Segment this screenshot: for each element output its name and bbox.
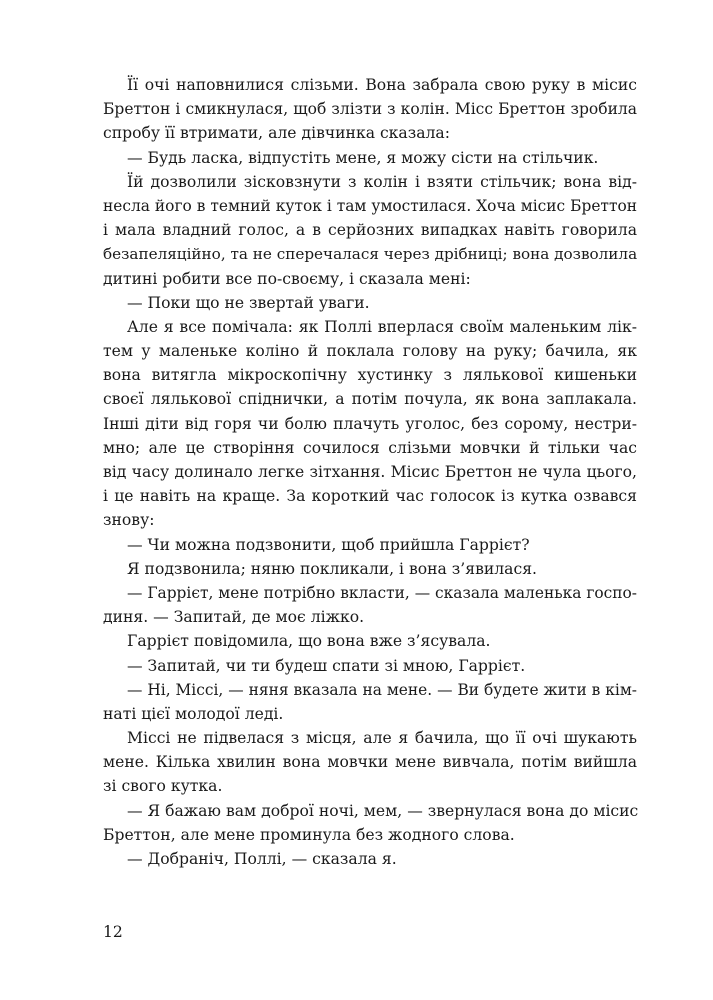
page-number: 12 — [103, 923, 123, 941]
text-line: Інші діти від горя чи болю плачуть уголос, без сорому, нестри- — [103, 414, 637, 433]
text-line: Бреттон і смикнулася, щоб злізти з колін. Місс Бреттон зробила — [103, 100, 637, 119]
text-line: диня. — Запитай, де моє ліжко. — [103, 608, 365, 627]
text-line: вона витягла мікроскопічну хустинку з лялькової кишеньки — [103, 366, 637, 385]
text-line: мно; але це створіння сочилося слізьми мовчки й тільки час — [103, 438, 637, 457]
text-line: — Ні, Міссі, — няня вказала на мене. — Ви будете жити в кім- — [127, 680, 637, 699]
text-line: — Будь ласка, відпустіть мене, я можу сісти на стільчик. — [127, 148, 599, 167]
text-line: Її очі наповнилися слізьми. Вона забрала свою руку в місис — [127, 76, 637, 94]
text-line: — Запитай, чи ти будеш спати зі мною, Гаррієт. — [127, 656, 526, 675]
text-line: — Я бажаю вам доброї ночі, мем, — звернулася вона до місис — [127, 801, 639, 820]
text-line: Їй дозволили зісковзнути з колін і взяти стільчик; вона від- — [127, 172, 637, 191]
text-line: Гаррієт повідомила, що вона вже з’ясувала. — [127, 632, 491, 651]
text-line: Міссі не підвелася з місця, але я бачила, що її очі шукають — [127, 729, 637, 748]
text-line: мене. Кілька хвилин вона мовчки мене вивчала, потім вийшла — [103, 753, 637, 772]
text-line: Я подзвонила; няню покликали, і вона з’явилася. — [127, 559, 538, 578]
text-line: зі свого кутка. — [103, 777, 223, 796]
text-line: і це навіть на краще. За короткий час голосок із кутка озвався — [103, 487, 637, 506]
text-line: — Поки що не звертай уваги. — [127, 293, 370, 312]
text-line: Бреттон, але мене проминула без жодного слова. — [103, 825, 515, 844]
text-line: дитині робити все по-своєму, і сказала мені: — [103, 269, 471, 288]
text-line: спробу її втримати, але дівчинка сказала: — [103, 124, 450, 143]
text-line: від часу долинало легке зітхання. Місис Бреттон не чула цього, — [103, 463, 637, 481]
text-line: і мала владний голос, а в серйозних випадках навіть говорила — [103, 221, 637, 240]
text-line: тем у маленьке коліно й поклала голову на руку; бачила, як — [103, 342, 637, 361]
text-line: — Чи можна подзвонити, щоб прийшла Гаррієт? — [127, 535, 530, 554]
text-line: знову: — [103, 511, 155, 530]
text-line: Але я все помічала: як Поллі вперлася своїм маленьким лік- — [127, 317, 637, 336]
text-line: — Гаррієт, мене потрібно вкласти, — сказала маленька госпо- — [127, 583, 637, 602]
text-line: несла його в темний куток і там умостилася. Хоча місис Бреттон — [103, 196, 637, 215]
page-text-block — [103, 73, 637, 871]
text-line: — Добраніч, Поллі, — сказала я. — [127, 850, 397, 868]
text-line: своєї лялькової спіднички, а потім почула, як вона заплакала. — [103, 390, 637, 409]
text-line: наті цієї молодої леді. — [103, 704, 284, 723]
text-line: безапеляційно, та не сперечалася через дрібниці; вона дозволила — [103, 245, 638, 264]
